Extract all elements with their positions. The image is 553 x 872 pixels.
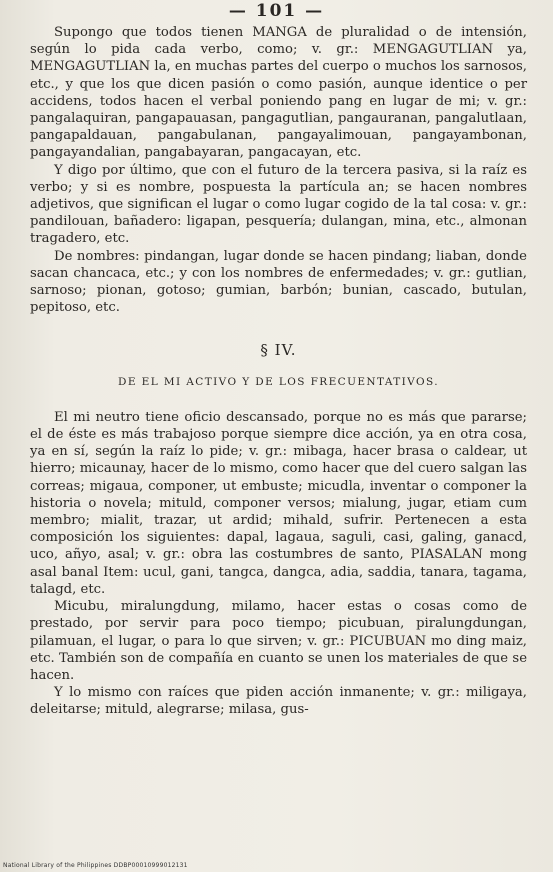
- page-number: — 101 —: [228, 1, 325, 21]
- library-footer: National Library of the Philippines DDBP00010999012131: [3, 862, 188, 869]
- paragraph-4: El mi neutro tiene oficio descansado, porque no es más que pararse; el de éste es más trabajoso porque siempre dice acción, ya en otra cosa, ya en sí, según la raíz lo pide; v. gr.: mibaga, hacer brasa o caldear, ut hierro; micaunay, hacer de lo mismo, como hacer que del cuero salgan las correas; migaua, componer, ut embuste; micudla, inventar o componer la historia o novela; mituld, componer versos; mialung, jugar, etiam cum membro; mialit, trazar, ut ardid; mihald, sufrir. Pertenecen a esta composición los siguientes: dapal, lagaua, saguli, casi, galing, ganacd, uco, añyo, asal; v. gr.: obra las costumbres de santo, PIASALAN mong asal banal Item: ucul, gani, tangca, dangca, adia, saddia, tanara, tagama, talagd, etc.: [30, 409, 527, 597]
- section-mark: § IV.: [260, 341, 297, 360]
- paragraph-5: Micubu, miralungdung, milamo, hacer estas o cosas como de prestado, por servir para poco tiempo; picubuan, piralungdungan, pilamuan, el lugar, o para lo que sirven; v. gr.: PICUBUAN mo ding maiz, etc. También son de compañía en cuanto se unen los materiales de que se hacen.: [30, 599, 527, 683]
- body-text: [30, 24, 527, 719]
- paragraph-2: Y digo por último, que con el futuro de la tercera pasiva, si la raíz es verbo; y si es nombre, pospuesta la partícula an; se hacen nombres adjetivos, que significan el lugar o como lugar cogido de la tal cosa: v. gr.: pandilouan, bañadero: ligapan, pesquería; dulangan, mina, etc., almonan tragadero, etc.: [30, 162, 527, 247]
- paragraph-3: De nombres: pindangan, lugar donde se hacen pindang; liaban, donde sacan chancaca, etc.; y con los nombres de enfermedades; v. gr.: gutlian, sarnoso; pionan, gotoso; gumian, barbón; bunian, cascado, butulan, pepitoso, etc.: [30, 248, 527, 316]
- paragraph-6: Y lo mismo con raíces que piden acción inmanente; v. gr.: miligaya, deleitarse; mituld, alegrarse; milasa, gus-: [30, 685, 527, 718]
- paragraph-1: Supongo que todos tienen MANGA de pluralidad o de intensión, según lo pida cada verbo, como; v. gr.: MENGAGUTLIAN ya, MENGAGUTLIAN la, en muchas partes del cuerpo o muchos los sarnosos, etc., y que los que dicen pasión o como pasión, aunque identice o per accidens, todos hacen el verbal poniendo pang en lugar de mi; v. gr.: pangalaquiran, pangapauasan, pangagutlian, pangauranan, pangalutlaan, pangapaldauan, pangabulanan, pangayalimouan, pangayambonan, pangayandalian, pangabayaran, pangacayan, etc.: [30, 25, 527, 161]
- section-title: DE EL MI ACTIVO Y DE LOS FRECUENTATIVOS.: [118, 375, 439, 388]
